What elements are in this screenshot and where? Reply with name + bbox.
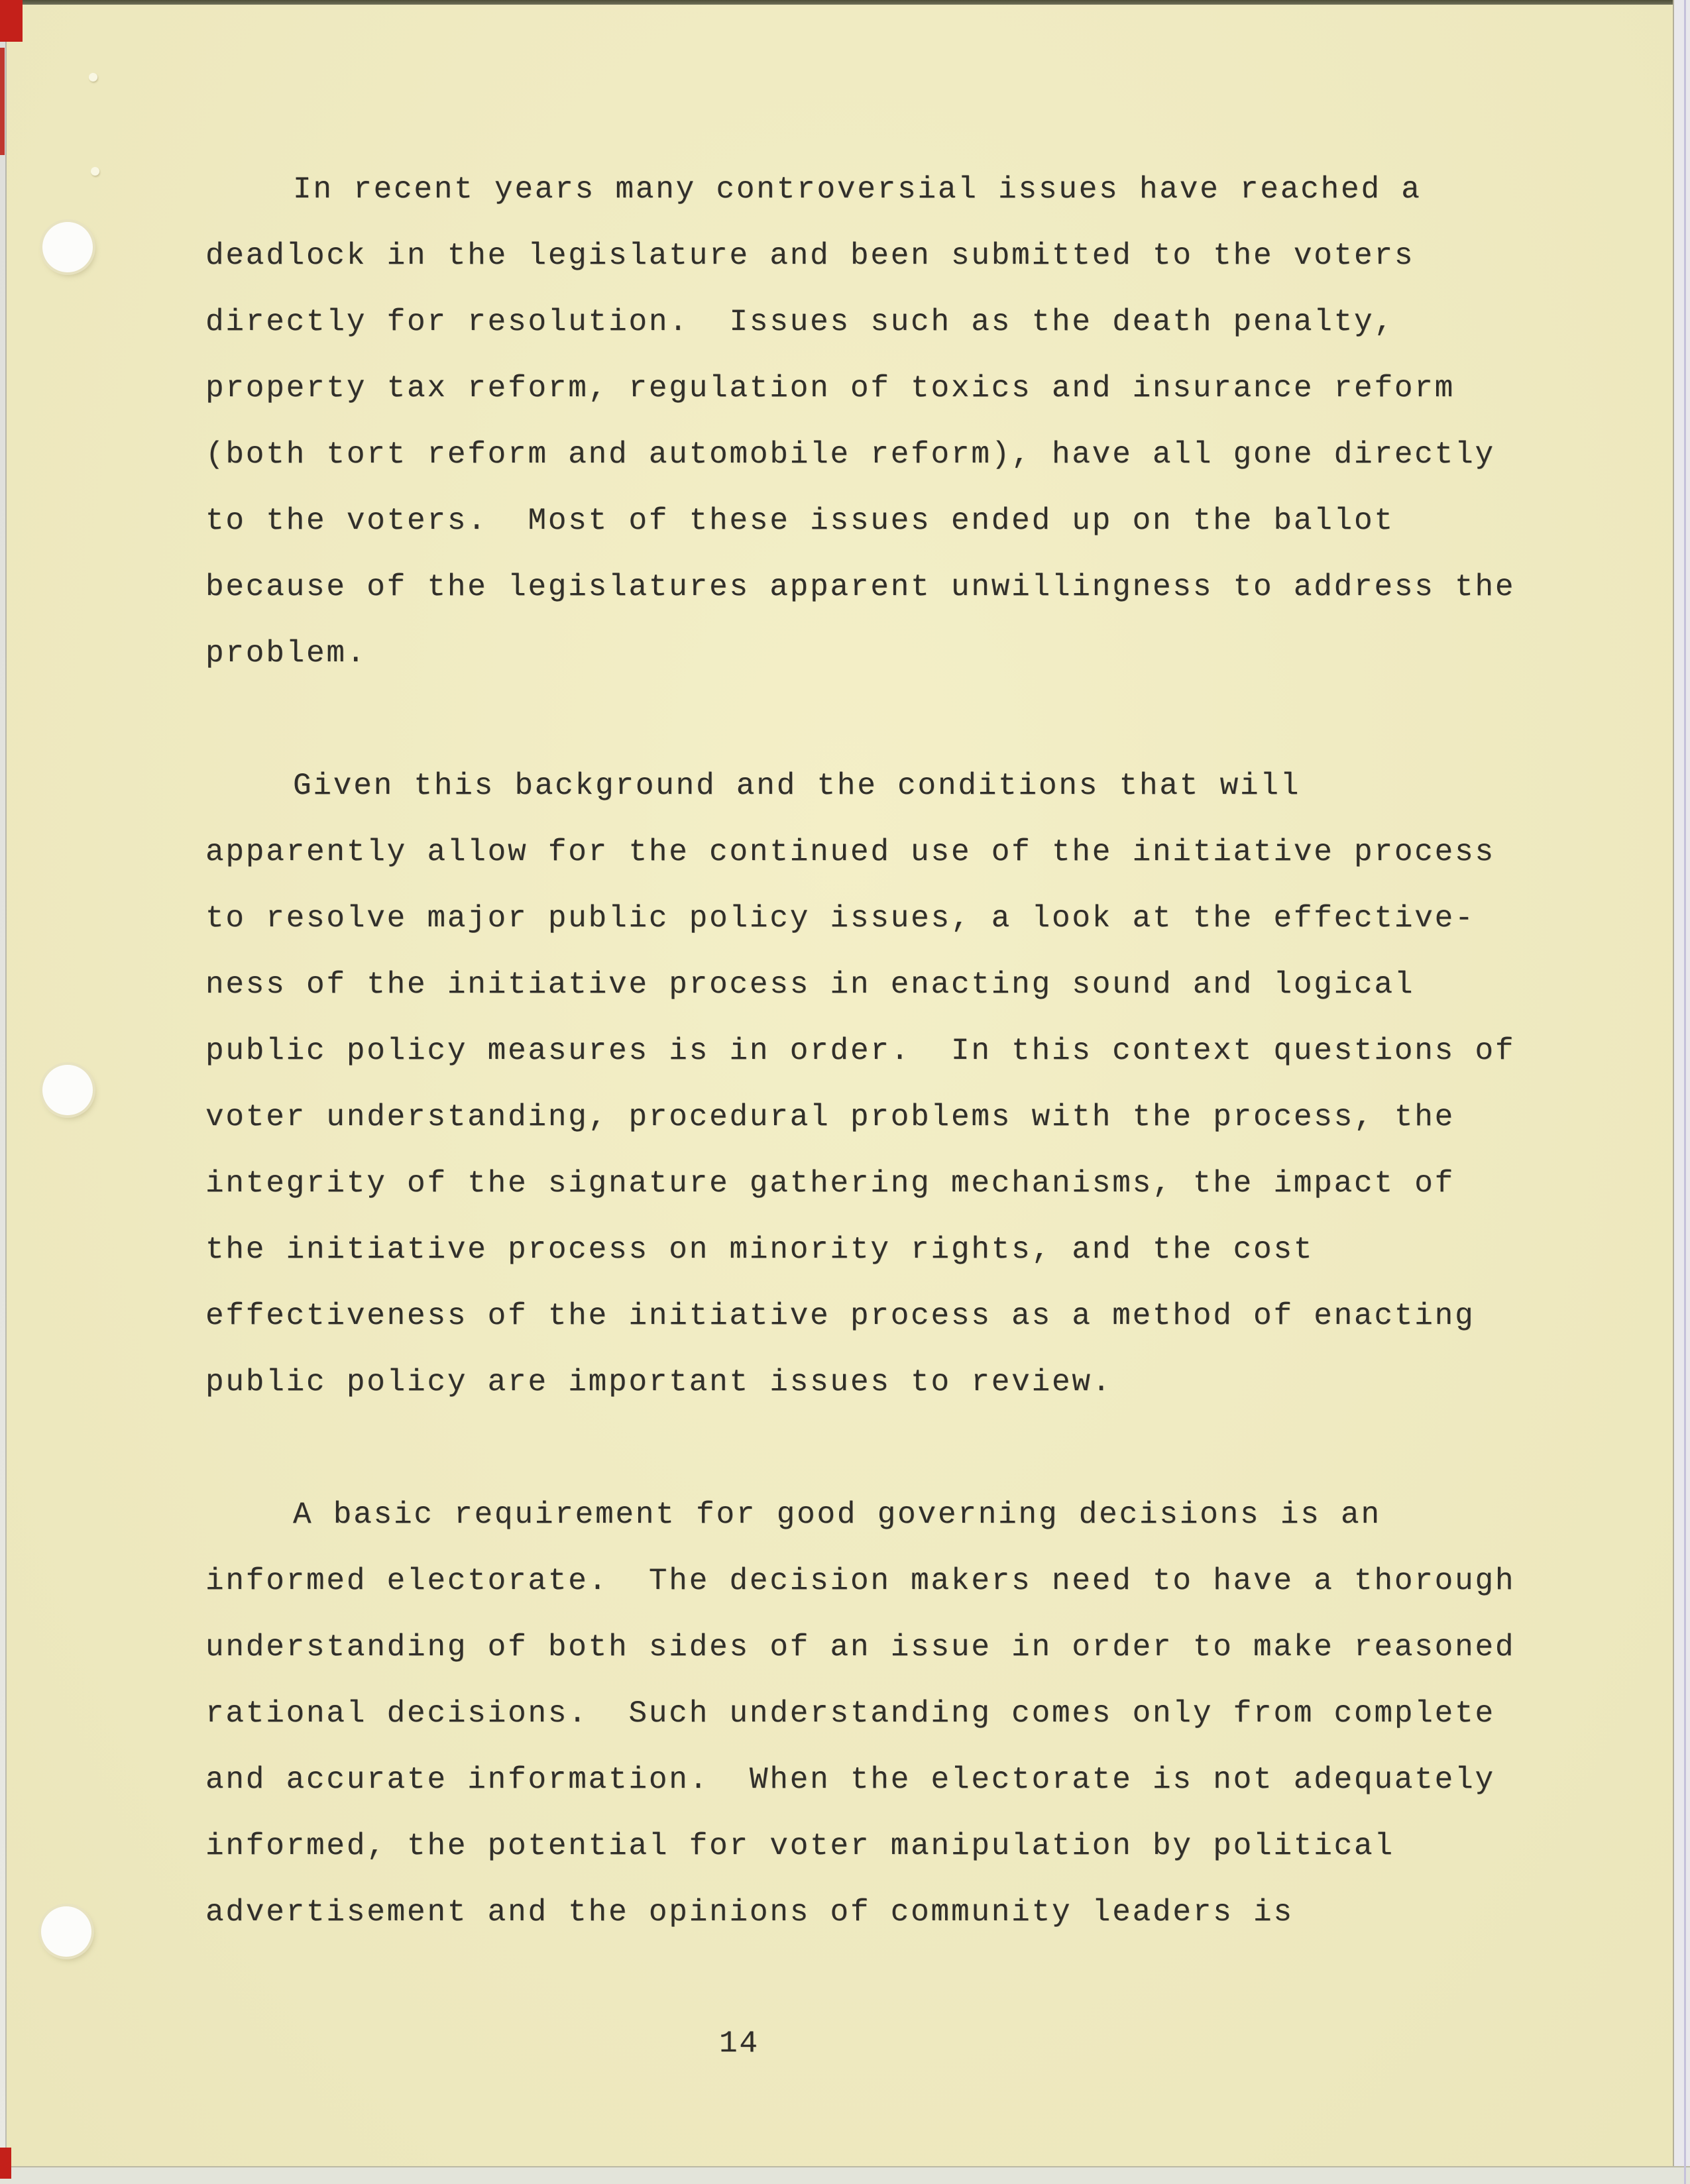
document-body [205, 156, 1544, 1945]
hole-punch-middle [42, 1065, 93, 1115]
text-line: the initiative process on minority rights, and the cost [205, 1232, 1314, 1267]
text-line: to the voters. Most of these issues ended up on the ballot [205, 504, 1394, 538]
hole-punch-top [42, 222, 93, 272]
text-line: informed, the potential for voter manipulation by political [205, 1829, 1394, 1863]
hole-punch-bottom [41, 1906, 91, 1957]
text-line: public policy measures is in order. In this context questions of [205, 1034, 1516, 1068]
scan-edge-right [1673, 0, 1690, 2184]
text-line: (both tort reform and automobile reform), have all gone directly [205, 437, 1495, 472]
text-line: apparently allow for the continued use of the initiative process [205, 835, 1495, 869]
text-line: rational decisions. Such understanding comes only from complete [205, 1696, 1495, 1731]
text-line: directly for resolution. Issues such as the death penalty, [205, 305, 1394, 339]
text-line: understanding of both sides of an issue in order to make reasoned [205, 1630, 1516, 1665]
page-number: 14 [719, 2026, 760, 2061]
text-line: In recent years many controversial issues have reached a [293, 172, 1422, 207]
text-line: because of the legislatures apparent unwillingness to address the [205, 570, 1516, 604]
text-line: Given this background and the conditions that will [293, 769, 1301, 803]
text-line: A basic requirement for good governing decisions is an [293, 1498, 1381, 1532]
paragraph [205, 753, 1544, 1415]
text-line: and accurate information. When the electorate is not adequately [205, 1763, 1495, 1797]
scan-edge-right-line [1684, 0, 1686, 2184]
red-edge-mark-bottom [0, 2148, 11, 2179]
scan-edge-top [0, 0, 1690, 5]
text-line: public policy are important issues to review. [205, 1365, 1113, 1399]
scan-edge-bottom [0, 2166, 1690, 2184]
text-line: informed electorate. The decision makers need to have a thorough [205, 1564, 1516, 1598]
text-line: problem. [205, 636, 367, 671]
paper-dimple [91, 167, 99, 176]
text-line: effectiveness of the initiative process as a method of enacting [205, 1299, 1475, 1333]
red-edge-mark-line [0, 48, 5, 155]
paper-dimple [89, 73, 97, 82]
paragraph [205, 1482, 1544, 1945]
red-edge-mark-top [0, 0, 23, 42]
text-line: integrity of the signature gathering mechanisms, the impact of [205, 1166, 1455, 1201]
text-line: property tax reform, regulation of toxics and insurance reform [205, 371, 1455, 406]
text-line: advertisement and the opinions of community leaders is [205, 1895, 1294, 1930]
paragraph [205, 156, 1544, 686]
text-line: ness of the initiative process in enacting sound and logical [205, 967, 1415, 1002]
scan-edge-left [0, 5, 7, 2184]
text-line: voter understanding, procedural problems with the process, the [205, 1100, 1455, 1134]
text-line: deadlock in the legislature and been submitted to the voters [205, 239, 1415, 273]
text-line: to resolve major public policy issues, a look at the effective- [205, 901, 1475, 936]
